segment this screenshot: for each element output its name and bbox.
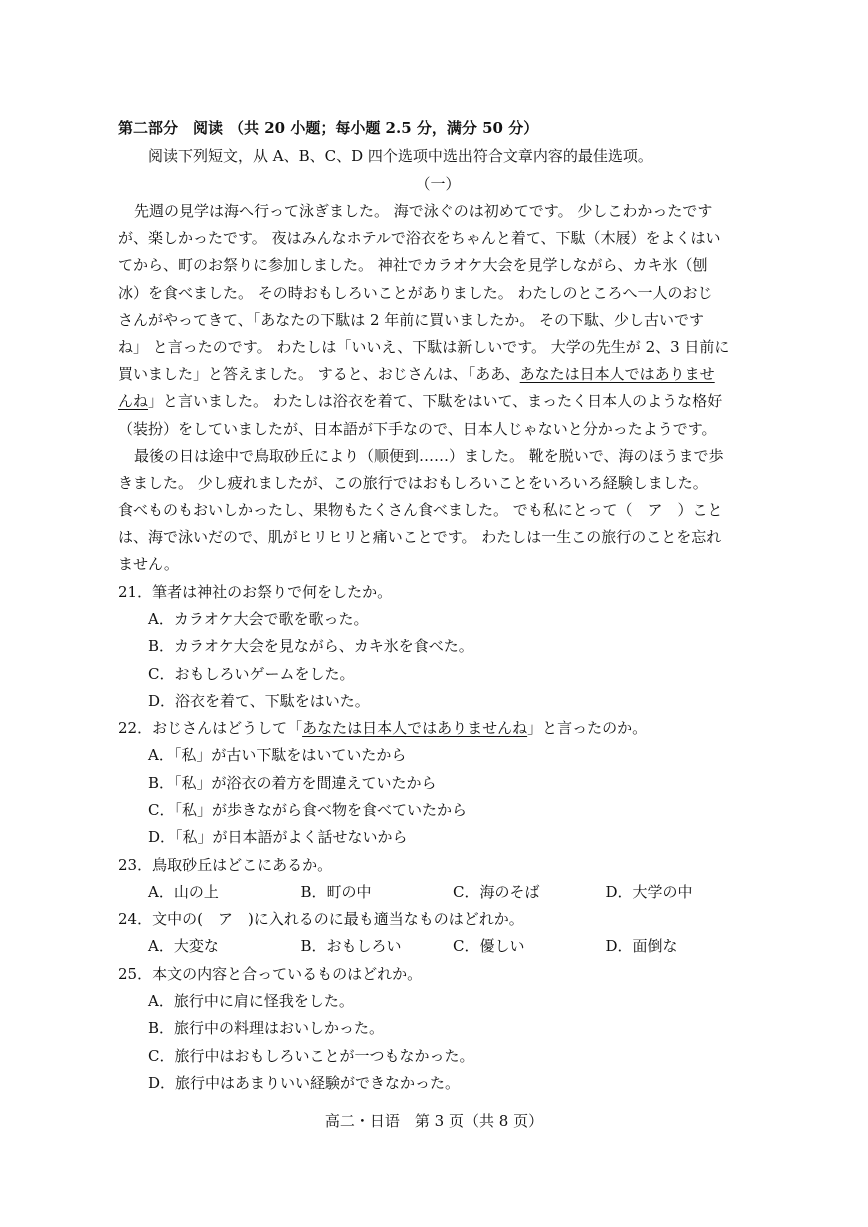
option-a: A．旅行中に肩に怪我をした。 [148,992,354,1011]
option-d: D．旅行中はあまりいい経験ができなかった。 [148,1073,461,1092]
option-a: A．大変な [148,937,219,956]
section-scoring: （共 20 小题；每小题 2.5 分，满分 50 分） [229,119,539,137]
question-stem: 24．文中の( ア )に入れるのに最も適当なものはどれか。 [118,910,524,929]
passage-line: さんがやってきて、「あなたの下駄は 2 年前に買いましたか。 その下駄、少し古いです [118,310,705,329]
passage-line: （装扮）をしていましたが、日本語が下手なので、日本人じゃないと分かったようです。 [118,419,717,438]
option-b: B．旅行中の料理はおいしかった。 [148,1019,385,1038]
option-c: C．優しい [453,937,525,956]
page-footer: 高二・日语 第 3 页（共 8 页） [324,1112,544,1130]
passage-line: 最後の日は途中で鳥取砂丘により（顺便到……）ました。 靴を脱いで、海のほうまで歩 [134,446,724,465]
passage-text: 買いました」と答えました。 すると、おじさんは、「ああ、 [118,365,520,384]
passage-line: ね」 と言ったのです。 わたしは「いいえ、下駄は新しいです。 大学の先生が 2、3 日前に [118,337,730,356]
question-23 [118,852,758,907]
option-b: B．「私」が浴衣の着方を間違えていたから [148,773,437,792]
question-22 [118,715,758,851]
option-d: D．大学の中 [605,882,693,901]
option-c: C．「私」が歩きながら食べ物を食べていたから [148,801,467,819]
question-stem: 23．鳥取砂丘はどこにあるか。 [118,855,333,874]
option-a: A．カラオケ大会で歌を歌った。 [148,609,369,628]
passage-number: （一） [415,175,461,193]
question-stem: 25．本文の内容と合っているものはどれか。 [118,964,423,983]
question-25 [118,961,758,1097]
stem-text: 22．おじさんはどうして「 [118,719,303,738]
question-stem [118,715,758,742]
passage-line [118,388,758,415]
option-b: B．おもしろい [300,937,402,956]
options-row [118,933,758,960]
passage-line: ません。 [118,555,179,574]
option-c: C．おもしろいゲームをした。 [148,664,355,683]
stem-text: 」と言ったのか。 [527,719,648,738]
passage-line: 先週の見学は海へ行って泳ぎました。 海で泳ぐのは初めてです。 少しこわかったです [134,202,713,220]
passage-line [118,361,758,388]
passage-body [118,198,758,579]
option-d: D．浴衣を着て、下駄をはいた。 [148,691,370,710]
passage-line: 冰）を食べました。 その時おもしろいことがありました。 わたしのところへ一人のおじ [118,283,713,302]
underlined-quote: あなたは日本人ではありませ [519,365,715,384]
option-c: C．旅行中はおもしろいことが一つもなかった。 [148,1046,475,1065]
underlined-quote: あなたは日本人ではありませんね [302,719,528,738]
reading-instructions: 阅读下列短文，从 A、B、C、D 四个选项中选出符合文章内容的最佳选项。 [148,147,653,165]
passage-text: 」と言いました。 わたしは浴衣を着て、下駄をはいて、まったく日本人のような格好 [148,392,723,411]
section-header [118,114,758,142]
option-b: B．カラオケ大会を見ながら、カキ氷を食べた。 [148,637,474,656]
page-content [118,114,758,1097]
passage-line: 食べものもおいしかったし、果物もたくさん食べました。 でも私にとって（ ア ）こと [118,501,723,520]
options-row [118,879,758,906]
option-a: A．山の上 [148,882,219,901]
underlined-quote: んね [118,392,149,411]
passage-line: が、楽しかったです。 夜はみんなホテルで浴衣をちゃんと着て、下駄（木屐）をよくはい [118,229,721,248]
passage-line: てから、町のお祭りに参加しました。 神社でカラオケ大会を見学しながら、カキ氷（刨 [118,256,708,275]
option-d: D．「私」が日本語がよく話せないから [148,828,408,847]
option-c: C．海のそば [453,882,540,901]
option-b: B．町の中 [300,882,372,901]
option-a: A．「私」が古い下駄をはいていたから [148,746,407,765]
question-24 [118,906,758,961]
passage-line: は、海で泳いだので、肌がヒリヒリと痛いことです。 わたしは一生この旅行のことを忘れ [118,528,722,547]
question-21 [118,579,758,715]
section-title: 第二部分 阅读 [118,119,224,137]
passage-line: きました。 少し疲れましたが、この旅行ではおもしろいことをいろいろ経験しました。 [118,473,708,492]
question-stem: 21．筆者は神社のお祭りで何をしたか。 [118,582,393,601]
option-d: D．面倒な [605,937,678,956]
